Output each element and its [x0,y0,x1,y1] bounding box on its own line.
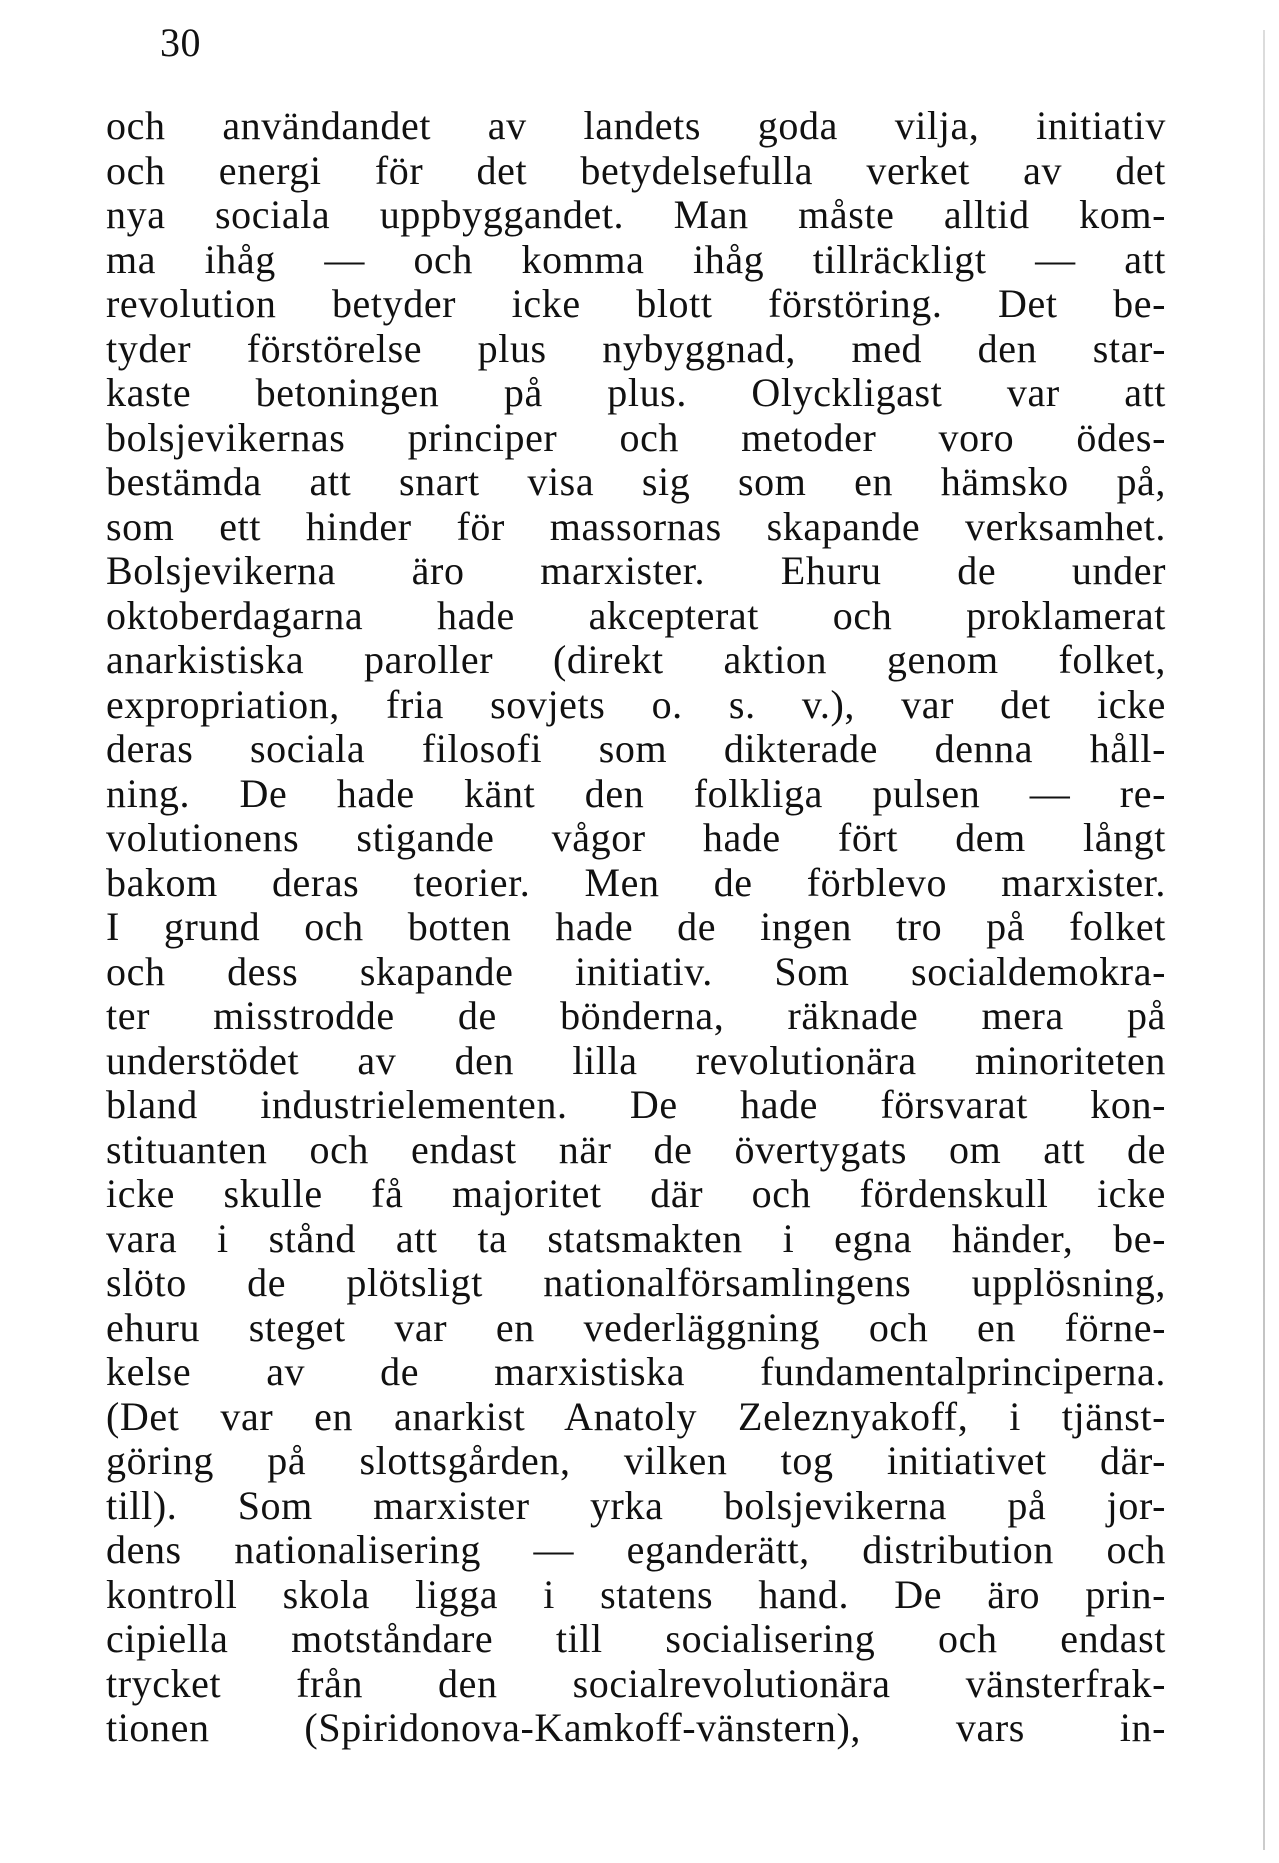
text-line: volutionens stigande vågor hade fört dem långt [106,815,1166,860]
text-line: ning. De hade känt den folkliga pulsen — re- [106,770,1166,816]
text-line: bolsjevikernas principer och metoder voro ödes- [106,414,1166,460]
text-line: ter misstrodde de bönderna, räknade mera på [106,993,1166,1038]
text-line: slöto de plötsligt nationalförsamlingens upplösning, [106,1260,1166,1305]
text-line: icke skulle få majoritet där och fördenskull icke [106,1171,1166,1216]
text-line: kaste betoningen på plus. Olyckligast var att [106,370,1166,415]
text-line: ehuru steget var en vederläggning och en förne- [106,1304,1166,1350]
page-number: 30 [160,20,201,65]
page-edge-shadow [1263,30,1265,1850]
text-line: göring på slottsgården, vilken tog initiativet där- [106,1438,1166,1483]
text-line: cipiella motståndare till socialisering och endast [106,1616,1166,1661]
text-line: I grund och botten hade de ingen tro på folket [106,904,1166,949]
text-line: vara i stånd att ta statsmakten i egna händer, be- [106,1215,1166,1261]
text-line: dens nationalisering — eganderätt, distribution och [106,1527,1166,1572]
text-line: tyder förstörelse plus nybyggnad, med den star- [106,325,1166,371]
text-line: till). Som marxister yrka bolsjevikerna på jor- [106,1482,1166,1528]
text-line: bestämda att snart visa sig som en hämsko på, [106,459,1166,504]
text-line: deras sociala filosofi som dikterade denna håll- [106,726,1166,771]
text-line: bakom deras teorier. Men de förblevo marxister. [106,859,1166,905]
text-line: bland industrielementen. De hade försvarat kon- [106,1082,1166,1127]
text-line: och dess skapande initiativ. Som socialdemokra- [106,948,1166,994]
text-line: (Det var en anarkist Anatoly Zeleznyakoff, i tjänst- [106,1393,1166,1439]
text-line: understödet av den lilla revolutionära minoriteten [106,1037,1166,1083]
text-line: expropriation, fria sovjets o. s. v.), var det icke [106,681,1166,727]
text-line: stituanten och endast när de övertygats om att de [106,1126,1166,1172]
text-line: och användandet av landets goda vilja, initiativ [106,103,1166,148]
text-line: anarkistiska paroller (direkt aktion genom folket, [106,637,1166,682]
text-line: trycket från den socialrevolutionära vänsterfrak- [106,1660,1166,1706]
text-line: som ett hinder för massornas skapande verksamhet. [106,503,1166,549]
text-line: nya sociala uppbyggandet. Man måste alltid kom- [106,192,1166,237]
text-line: ma ihåg — och komma ihåg tillräckligt — att [106,236,1166,282]
text-line: och energi för det betydelsefulla verket av det [106,147,1166,193]
body-text [106,104,1166,1751]
text-line: oktoberdagarna hade akcepterat och proklamerat [106,592,1166,638]
text-line: tionen (Spiridonova-Kamkoff-vänstern), vars in- [106,1705,1166,1750]
text-line: kontroll skola ligga i statens hand. De äro prin- [106,1571,1166,1617]
text-line: revolution betyder icke blott förstöring. Det be- [106,281,1166,326]
text-line: Bolsjevikerna äro marxister. Ehuru de under [106,548,1166,593]
text-line: kelse av de marxistiska fundamentalprinciperna. [106,1349,1166,1394]
